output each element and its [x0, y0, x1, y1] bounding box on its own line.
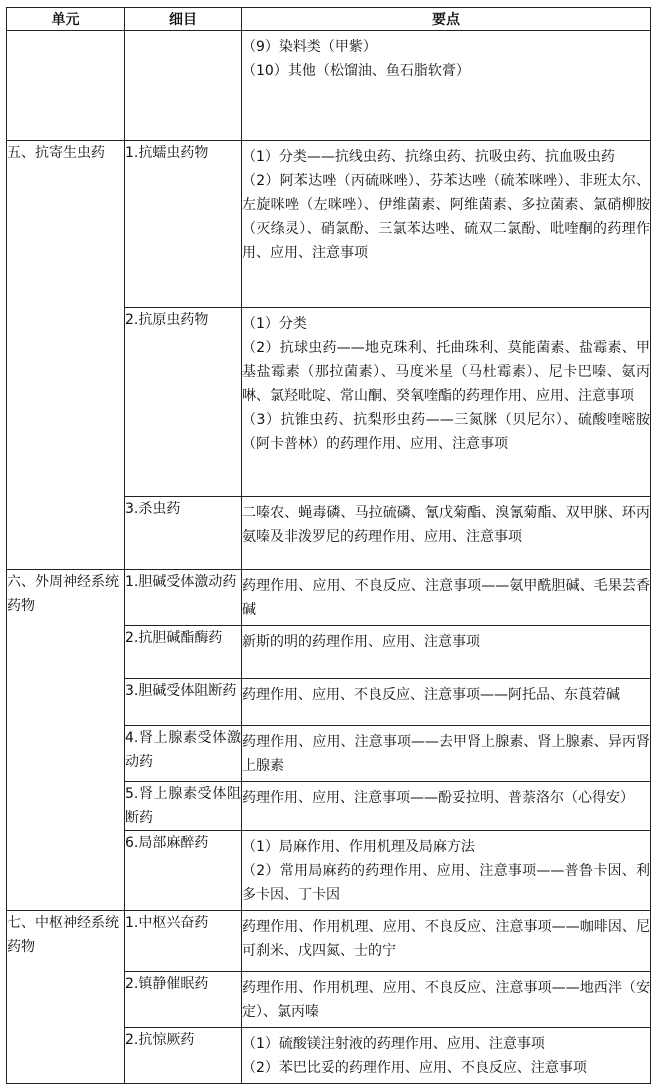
point-line: 药理作用、应用、注意事项——去甲肾上腺素、肾上腺素、异丙肾上腺素	[242, 734, 650, 774]
points-cell	[242, 570, 651, 626]
item-cell: 5.肾上腺素受体阻断药	[125, 782, 242, 831]
table-row	[7, 31, 651, 141]
point-line: 二嗪农、蝇毒磷、马拉硫磷、氰戊菊酯、溴氰菊酯、双甲脒、环丙氨嗪及非泼罗尼的药理作用、应用、注意事项	[242, 505, 650, 545]
item-cell: 2.抗原虫药物	[125, 308, 242, 497]
points-cell	[242, 626, 651, 679]
points-cell	[242, 31, 651, 141]
point-line: 药理作用、应用、不良反应、注意事项——氨甲酰胆碱、毛果芸香碱	[242, 578, 650, 618]
item-cell: 2.抗胆碱酯酶药	[125, 626, 242, 679]
item-cell: 6.局部麻醉药	[125, 831, 242, 911]
item-cell: 3.杀虫药	[125, 497, 242, 570]
unit-cell	[7, 31, 125, 141]
unit-cell: 五、抗寄生虫药	[7, 141, 125, 570]
point-line: （2）常用局麻药的药理作用、应用、注意事项——普鲁卡因、利多卡因、丁卡因	[242, 863, 650, 903]
point-line: （2）抗球虫药——地克珠利、托曲珠利、莫能菌素、盐霉素、甲基盐霉素（那拉菌素）、马度米星（马杜霉素）、尼卡巴嗪、氨丙啉、氯羟吡啶、常山酮、癸氧喹酯的药理作用、应用、注意事项	[242, 340, 650, 404]
item-cell: 1.胆碱受体激动药	[125, 570, 242, 626]
point-line: （2）阿苯达唑（丙硫咪唑）、芬苯达唑（硫苯咪唑）、非班太尔、左旋咪唑（左咪唑）、伊维菌素、阿维菌素、多拉菌素、氯硝柳胺（灭绦灵）、硝氯酚、三氯苯达唑、硫双二氯酚、吡喹酮的药理作用、应用、注意事项	[242, 173, 650, 261]
unit-cell: 六、外周神经系统药物	[7, 570, 125, 911]
points-cell	[242, 831, 651, 911]
unit-cell: 七、中枢神经系统药物	[7, 911, 125, 1084]
table-row	[7, 570, 651, 626]
item-cell: 1.中枢兴奋药	[125, 911, 242, 972]
syllabus-table	[6, 7, 651, 1084]
points-cell	[242, 726, 651, 782]
header-item: 细目	[125, 8, 242, 31]
point-line: 药理作用、作用机理、应用、不良反应、注意事项——地西泮（安定）、氯丙嗪	[242, 980, 650, 1020]
item-cell: 2.镇静催眠药	[125, 972, 242, 1028]
item-cell	[125, 31, 242, 141]
point-line: （9）染料类（甲紫）	[242, 39, 377, 55]
points-cell	[242, 1028, 651, 1084]
points-cell	[242, 308, 651, 497]
header-unit: 单元	[7, 8, 125, 31]
table-row	[7, 141, 651, 308]
point-line: （1）分类——抗线虫药、抗绦虫药、抗吸虫药、抗血吸虫药	[242, 149, 615, 165]
item-cell: 3.胆碱受体阻断药	[125, 679, 242, 726]
points-cell	[242, 679, 651, 726]
header-points: 要点	[242, 8, 651, 31]
item-cell: 1.抗蠕虫药物	[125, 141, 242, 308]
table-row	[7, 911, 651, 972]
point-line: 药理作用、应用、注意事项——酚妥拉明、普萘洛尔（心得安）	[242, 790, 634, 806]
point-line: （2）苯巴比妥的药理作用、应用、不良反应、注意事项	[242, 1060, 587, 1076]
points-cell	[242, 141, 651, 308]
point-line: （1）局麻作用、作用机理及局麻方法	[242, 839, 475, 855]
point-line: （3）抗锥虫药、抗梨形虫药——三氮脒（贝尼尔）、硫酸喹嘧胺（阿卡普林）的药理作用、应用、注意事项	[242, 412, 650, 452]
item-cell: 4.肾上腺素受体激动药	[125, 726, 242, 782]
points-cell	[242, 782, 651, 831]
point-line: （1）硫酸镁注射液的药理作用、应用、注意事项	[242, 1036, 545, 1052]
point-line: 药理作用、应用、不良反应、注意事项——阿托品、东莨菪碱	[242, 687, 620, 703]
point-line: 药理作用、作用机理、应用、不良反应、注意事项——咖啡因、尼可刹米、戊四氮、士的宁	[242, 919, 650, 959]
item-cell: 2.抗惊厥药	[125, 1028, 242, 1084]
points-cell	[242, 911, 651, 972]
table-header-row	[7, 8, 651, 31]
point-line: （1）分类	[242, 316, 307, 332]
point-line: 新斯的明的药理作用、应用、注意事项	[242, 634, 480, 650]
points-cell	[242, 972, 651, 1028]
point-line: （10）其他（松馏油、鱼石脂软膏）	[242, 63, 470, 79]
points-cell	[242, 497, 651, 570]
